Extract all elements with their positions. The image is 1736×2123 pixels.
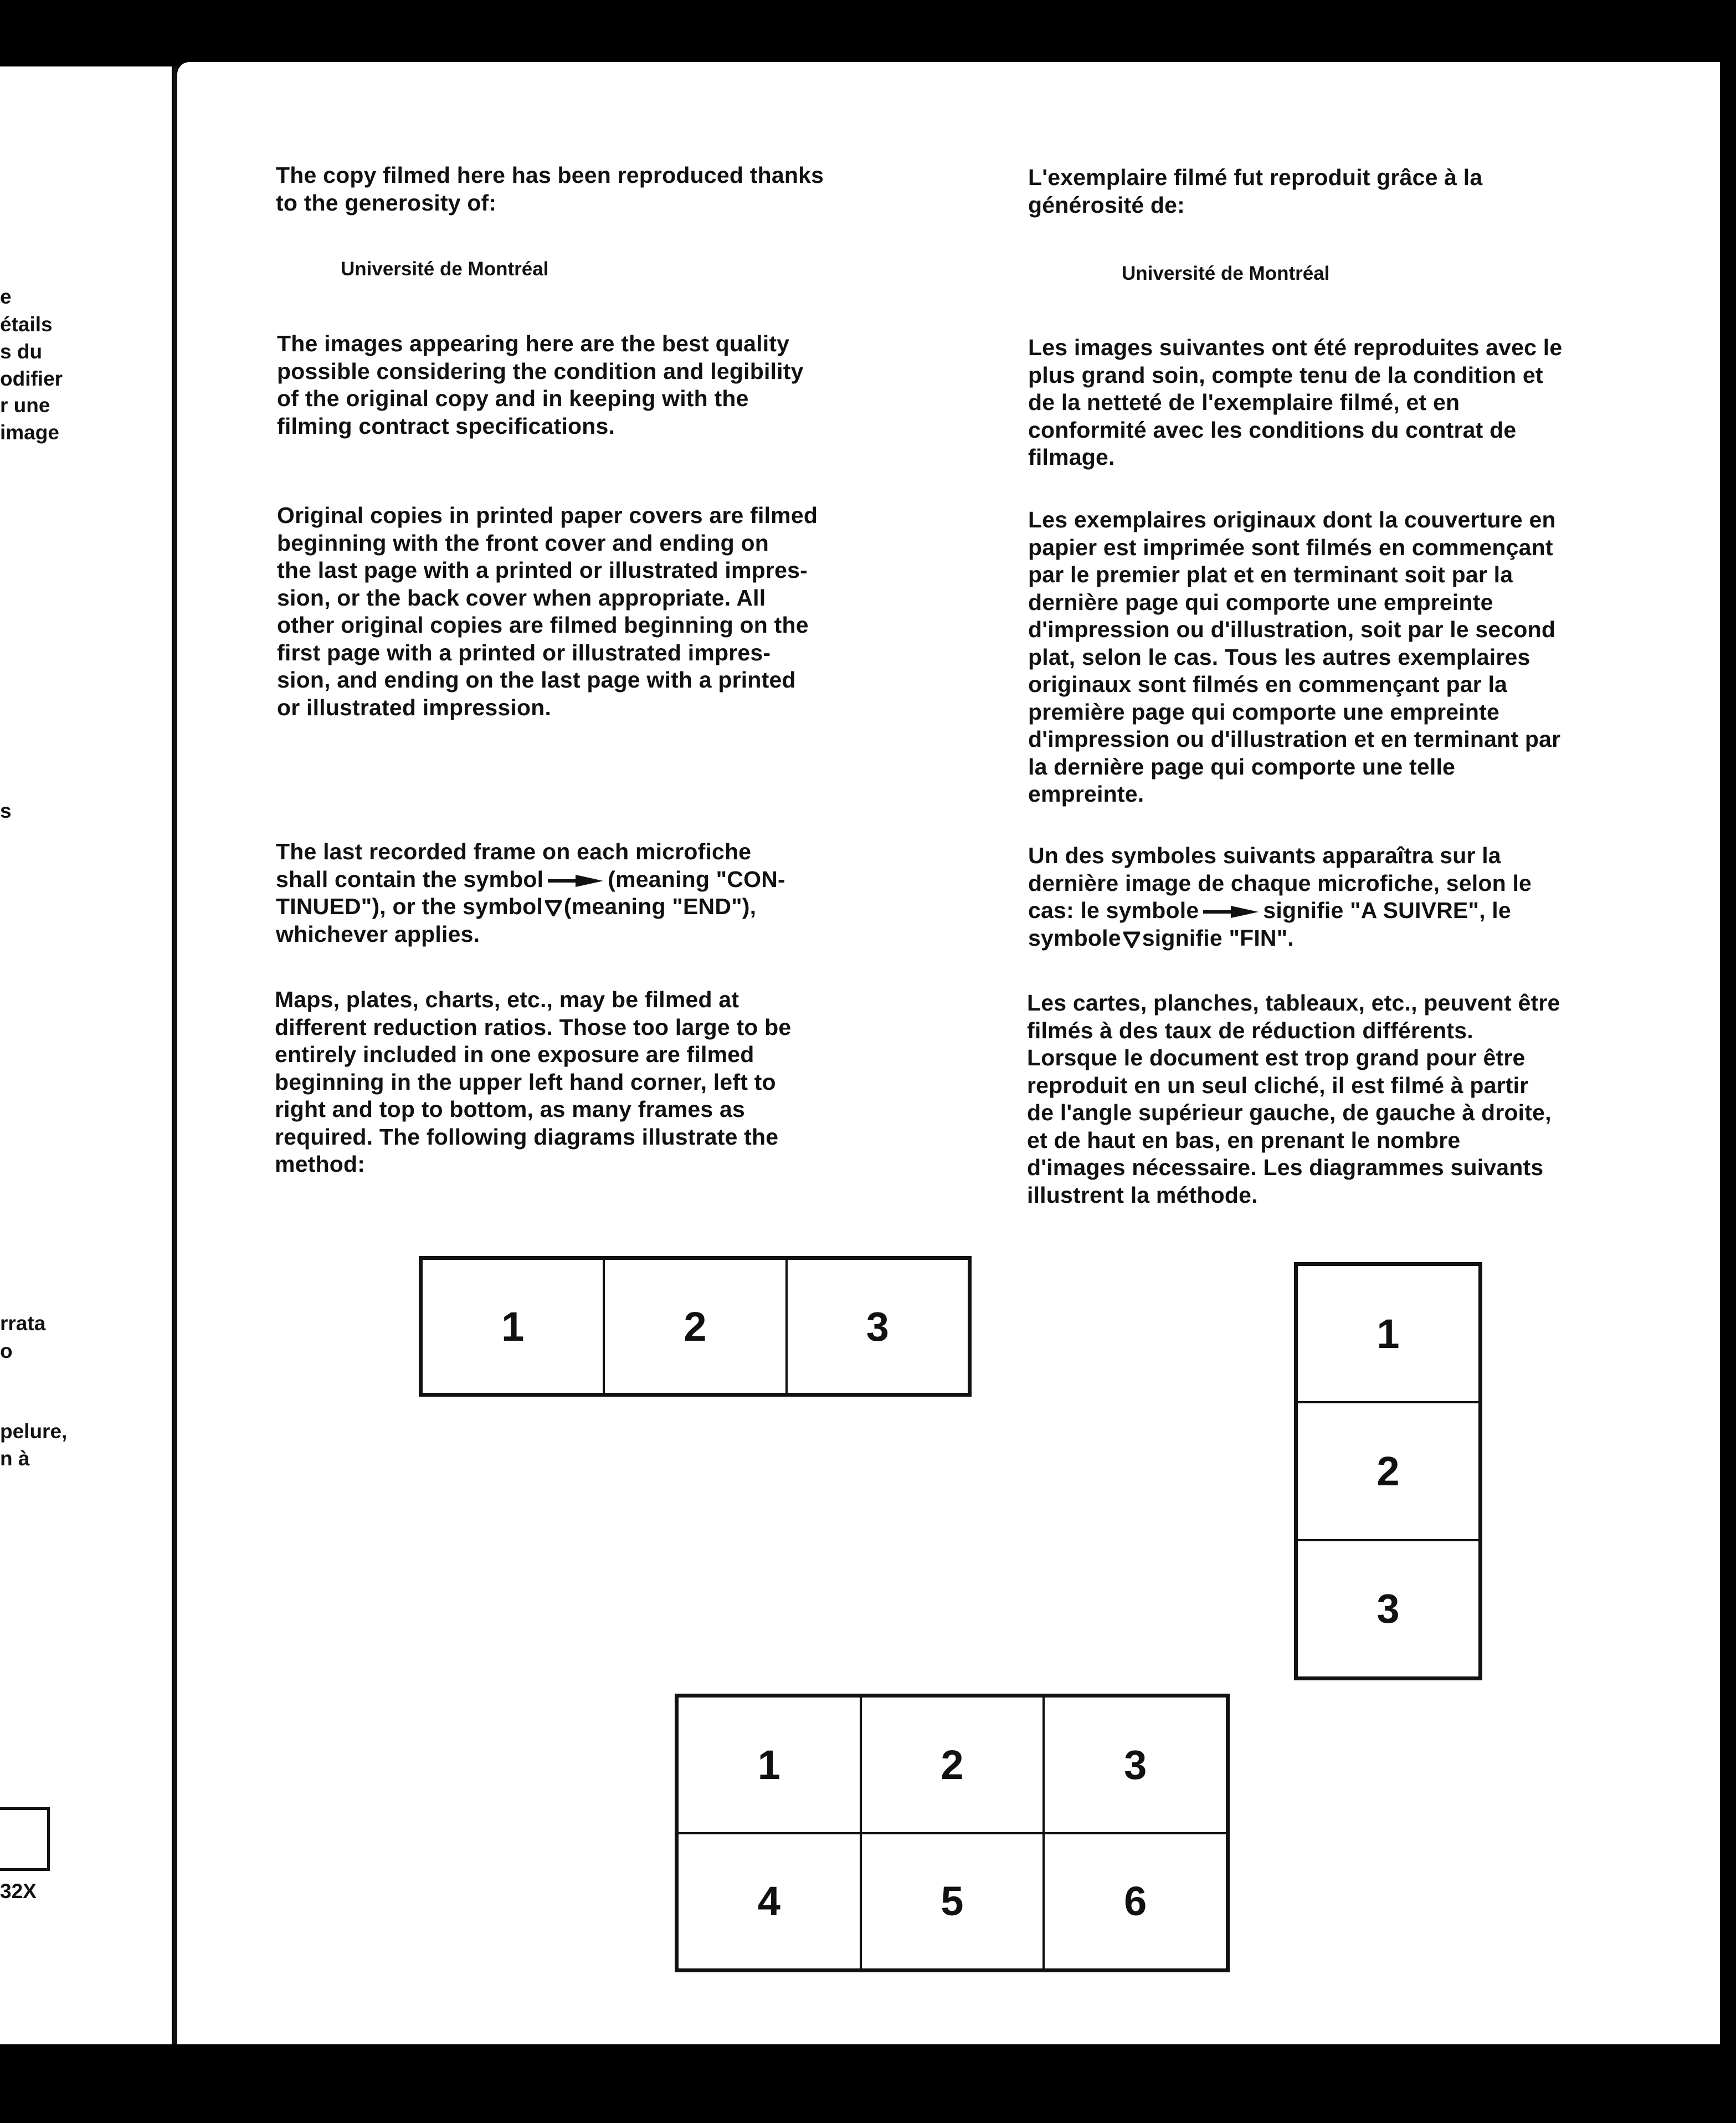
frame-cell: 5 bbox=[861, 1833, 1044, 1970]
text-fragment: shall contain the symbol bbox=[276, 866, 544, 892]
text-line: plat, selon le cas. Tous les autres exemplaires bbox=[1028, 644, 1530, 670]
continued-arrow-icon bbox=[1202, 905, 1260, 919]
frame-cell: 2 bbox=[604, 1259, 786, 1394]
text-line: empreinte. bbox=[1028, 781, 1144, 807]
english-institution: Université de Montréal bbox=[341, 258, 549, 280]
top-border bbox=[0, 0, 1736, 66]
frame-cell: 3 bbox=[787, 1259, 969, 1394]
frame-cell: 1 bbox=[1297, 1265, 1480, 1402]
french-covers-paragraph bbox=[1028, 506, 1560, 808]
text-fragment: TINUED"), or the symbol bbox=[276, 894, 543, 919]
continued-arrow-icon bbox=[547, 874, 604, 888]
text-line: beginning with the front cover and ending on bbox=[277, 530, 769, 556]
resolution-target-box bbox=[0, 1807, 50, 1871]
text-line: The images appearing here are the best quality bbox=[277, 331, 790, 356]
frame-cell: 4 bbox=[677, 1833, 861, 1970]
margin-fragment: pelure, bbox=[0, 1420, 68, 1443]
margin-fragment: s bbox=[0, 799, 12, 822]
text-line: générosité de: bbox=[1028, 192, 1185, 218]
text-line: right and top to bottom, as many frames as bbox=[275, 1096, 746, 1122]
text-line: sion, and ending on the last page with a printed bbox=[277, 667, 796, 693]
margin-fragment: 32X bbox=[0, 1880, 37, 1903]
french-symbol-paragraph bbox=[1028, 842, 1532, 952]
frame-cell: 3 bbox=[1044, 1696, 1227, 1833]
text-line: plus grand soin, compte tenu de la condition et bbox=[1028, 362, 1543, 388]
text-line: different reduction ratios. Those too large to be bbox=[275, 1014, 792, 1040]
text-line bbox=[1028, 897, 1532, 925]
text-line: première page qui comporte une empreinte bbox=[1028, 699, 1499, 725]
text-line: Un des symboles suivants apparaîtra sur la bbox=[1028, 843, 1501, 868]
text-line: conformité avec les conditions du contrat de bbox=[1028, 417, 1517, 443]
text-line: de l'angle supérieur gauche, de gauche à droite, bbox=[1027, 1100, 1552, 1125]
text-line: other original copies are filmed beginning on the bbox=[277, 612, 809, 638]
text-line: par le premier plat et en terminant soit par la bbox=[1028, 562, 1513, 587]
text-fragment: symbole bbox=[1028, 925, 1121, 951]
english-symbol-paragraph bbox=[276, 838, 785, 948]
text-line: Les cartes, planches, tableaux, etc., peuvent être bbox=[1027, 990, 1560, 1016]
margin-fragment: r une bbox=[0, 394, 50, 417]
text-fragment: signifie "A SUIVRE", le bbox=[1263, 898, 1511, 923]
text-line: sion, or the back cover when appropriate. All bbox=[277, 584, 766, 611]
text-line: Les exemplaires originaux dont la couverture en bbox=[1028, 507, 1556, 532]
margin-fragment: n à bbox=[0, 1447, 30, 1470]
margin-fragment: étails bbox=[0, 313, 53, 336]
french-maps-paragraph bbox=[1027, 989, 1560, 1209]
vertical-frames-diagram bbox=[1294, 1262, 1482, 1680]
text-line: filmés à des taux de réduction différents. bbox=[1027, 1017, 1473, 1043]
text-line bbox=[276, 866, 785, 894]
margin-fragment: rrata bbox=[0, 1312, 46, 1335]
english-maps-paragraph bbox=[275, 986, 791, 1178]
text-fragment: signifie "FIN". bbox=[1142, 925, 1294, 951]
margin-fragment: o bbox=[0, 1340, 13, 1362]
margin-fragment: odifier bbox=[0, 367, 63, 390]
french-intro bbox=[1028, 164, 1482, 219]
text-line: d'images nécessaire. Les diagrammes suivants bbox=[1027, 1155, 1544, 1180]
text-line: Original copies in printed paper covers are filmed bbox=[277, 502, 818, 528]
french-quality-paragraph bbox=[1028, 334, 1562, 471]
text-line: possible considering the condition and legibility bbox=[277, 358, 804, 384]
frame-cell: 6 bbox=[1044, 1833, 1227, 1970]
frame-cell: 3 bbox=[1297, 1540, 1480, 1678]
horizontal-frames-diagram bbox=[419, 1256, 972, 1397]
text-line: la dernière page qui comporte une telle bbox=[1028, 753, 1456, 780]
text-line: L'exemplaire filmé fut reproduit grâce à la bbox=[1028, 165, 1483, 190]
text-line: dernière image de chaque microfiche, selon le bbox=[1028, 870, 1532, 896]
frame-cell: 2 bbox=[1297, 1402, 1480, 1540]
text-fragment: (meaning "END"), bbox=[563, 894, 757, 919]
margin-fragment: image bbox=[0, 421, 59, 444]
frame-cell: 2 bbox=[861, 1696, 1044, 1833]
text-line: whichever applies. bbox=[276, 921, 480, 947]
text-line: Les images suivantes ont été reproduites avec le bbox=[1028, 335, 1563, 360]
frame-cell: 1 bbox=[677, 1696, 861, 1833]
text-line: papier est imprimée sont filmés en commençant bbox=[1028, 534, 1553, 560]
margin-fragment: s du bbox=[0, 340, 43, 363]
previous-page-strip bbox=[0, 66, 172, 2044]
text-line: de la netteté de l'exemplaire filmé, et en bbox=[1028, 389, 1460, 415]
text-line: of the original copy and in keeping with the bbox=[277, 386, 749, 411]
bottom-border bbox=[0, 2044, 1736, 2123]
text-line bbox=[1028, 925, 1532, 952]
end-triangle-icon bbox=[545, 900, 562, 916]
text-line: filming contract specifications. bbox=[277, 413, 615, 439]
text-line: dernière page qui comporte une empreinte bbox=[1028, 589, 1493, 615]
english-intro bbox=[276, 162, 824, 217]
text-line: d'impression ou d'illustration et en terminant par bbox=[1028, 726, 1561, 752]
text-line: or illustrated impression. bbox=[277, 694, 552, 720]
text-line: method: bbox=[275, 1151, 366, 1177]
frame-cell: 1 bbox=[422, 1259, 604, 1394]
english-covers-paragraph bbox=[277, 502, 818, 721]
right-border bbox=[1720, 0, 1736, 2123]
text-line: et de haut en bas, en prenant le nombre bbox=[1027, 1127, 1461, 1153]
text-line: illustrent la méthode. bbox=[1027, 1182, 1258, 1208]
text-line: first page with a printed or illustrated impres- bbox=[277, 639, 771, 665]
text-line: The last recorded frame on each microfiche bbox=[276, 839, 752, 864]
text-line: entirely included in one exposure are filmed bbox=[275, 1042, 754, 1067]
text-line: The copy filmed here has been reproduced thanks bbox=[276, 162, 824, 188]
text-line bbox=[276, 893, 785, 921]
text-line: filmage. bbox=[1028, 444, 1115, 470]
text-fragment: cas: le symbole bbox=[1028, 898, 1199, 923]
text-line: beginning in the upper left hand corner, left to bbox=[275, 1069, 776, 1095]
text-line: to the generosity of: bbox=[276, 189, 497, 216]
english-quality-paragraph bbox=[277, 330, 804, 440]
text-line: Lorsque le document est trop grand pour être bbox=[1027, 1045, 1526, 1070]
text-line: originaux sont filmés en commençant par la bbox=[1028, 671, 1508, 697]
french-institution: Université de Montréal bbox=[1122, 263, 1330, 284]
text-line: required. The following diagrams illustrate the bbox=[275, 1124, 779, 1150]
grid-frames-diagram bbox=[675, 1694, 1230, 1972]
text-fragment: (meaning "CON- bbox=[608, 866, 785, 892]
text-line: the last page with a printed or illustrated impres- bbox=[277, 557, 808, 583]
text-line: Maps, plates, charts, etc., may be filmed at bbox=[275, 987, 739, 1012]
text-line: d'impression ou d'illustration, soit par le second bbox=[1028, 617, 1556, 642]
text-line: reproduit en un seul cliché, il est filmé à partir bbox=[1027, 1072, 1529, 1098]
page-fold bbox=[173, 66, 177, 2044]
end-triangle-icon bbox=[1123, 931, 1140, 948]
margin-fragment: e bbox=[0, 285, 12, 308]
